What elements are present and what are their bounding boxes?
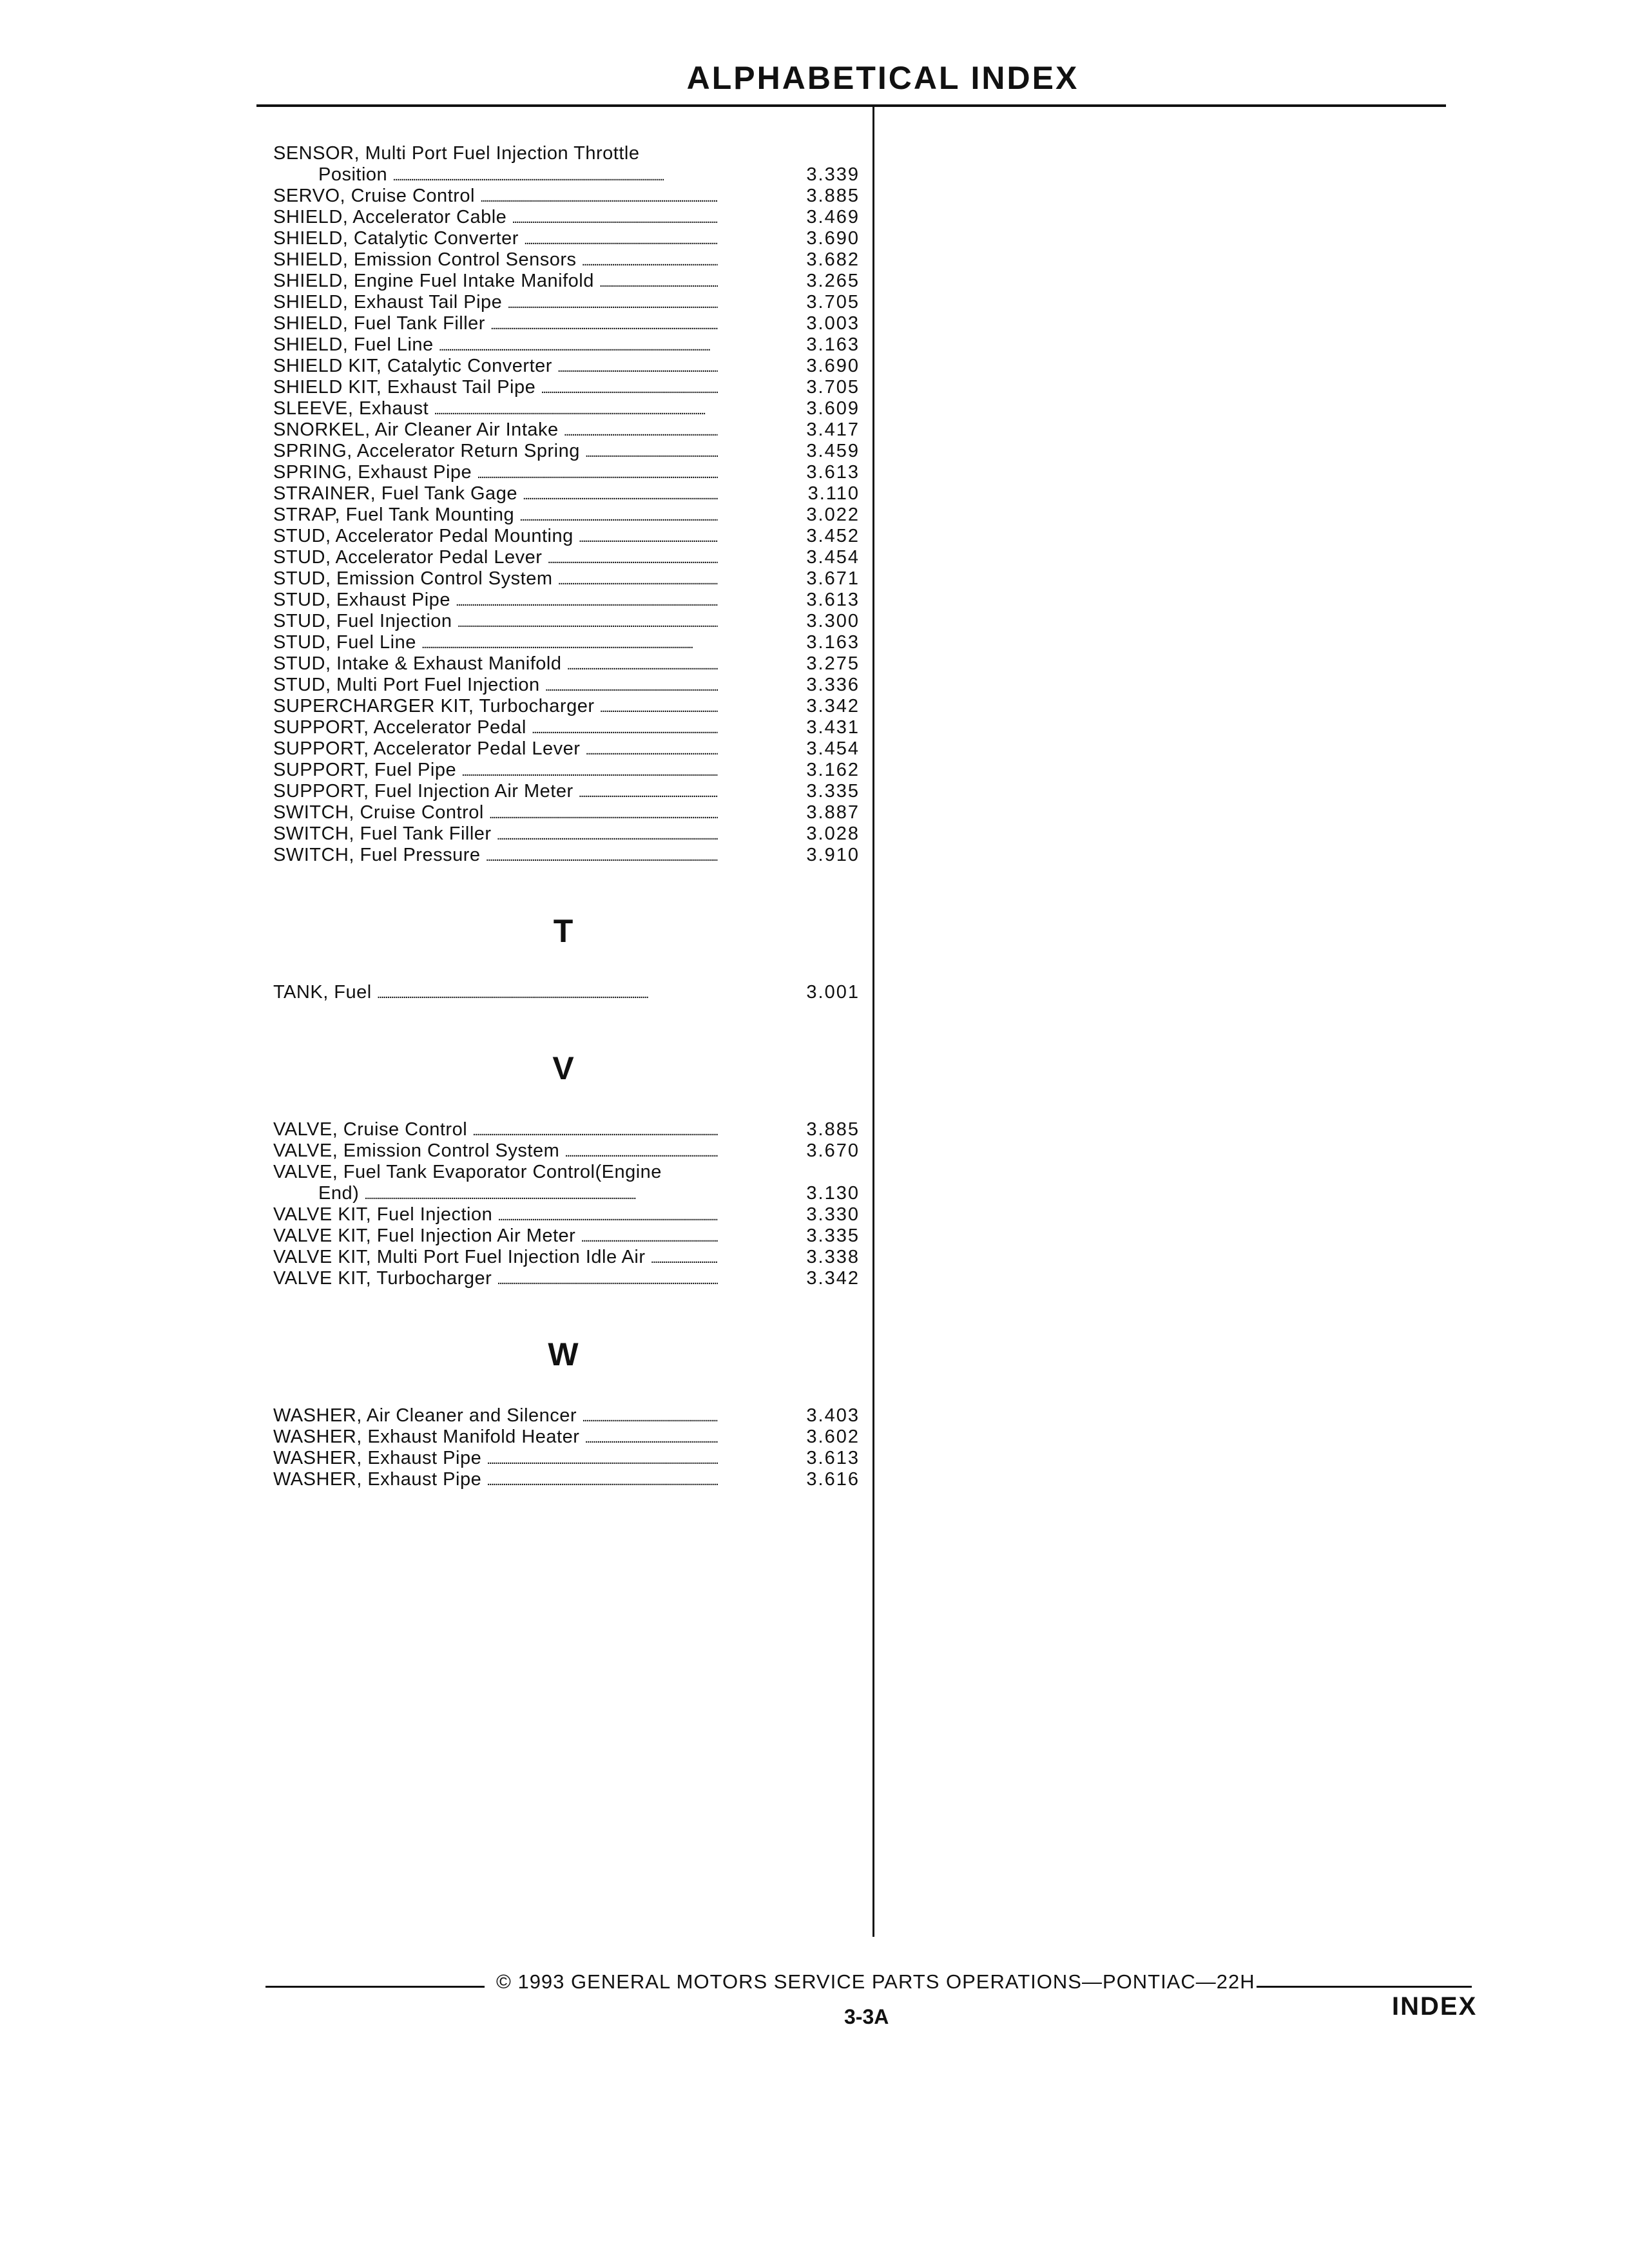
index-entry-page: 3.613 [806, 590, 860, 610]
dot-leader [594, 696, 718, 719]
index-entry-label: VALVE KIT, Fuel Injection [273, 1204, 493, 1225]
index-entry-page: 3.469 [806, 207, 860, 227]
index-entry [273, 1119, 860, 1140]
index-entry-label: SHIELD, Engine Fuel Intake Manifold [273, 271, 594, 291]
dot-leader [416, 632, 718, 655]
index-entry [273, 823, 860, 845]
index-entry-label: SHIELD, Accelerator Cable [273, 207, 507, 227]
index-entry-label: SUPPORT, Accelerator Pedal Lever [273, 738, 581, 759]
index-entry-page: 3.602 [806, 1427, 860, 1447]
page-title: ALPHABETICAL INDEX [686, 60, 1079, 96]
index-entry-label: End) [318, 1183, 360, 1204]
index-entry-page: 3.670 [806, 1140, 860, 1161]
index-entry-page: 3.616 [806, 1469, 860, 1490]
dot-leader [594, 271, 718, 294]
index-entry-page: 3.300 [806, 611, 860, 631]
index-entry-page: 3.342 [806, 696, 860, 716]
dot-leader [472, 462, 718, 485]
dot-leader [580, 441, 718, 464]
index-entry [273, 313, 860, 334]
footer-rule-right [1257, 1986, 1472, 1988]
index-entry-page: 3.459 [806, 441, 860, 461]
index-entry-page: 3.338 [806, 1247, 860, 1267]
section-letter: V [552, 1050, 574, 1086]
dot-leader [502, 292, 718, 315]
index-entry-page: 3.910 [806, 845, 860, 865]
index-entry-label: SWITCH, Cruise Control [273, 802, 484, 823]
index-entry-label: SWITCH, Fuel Pressure [273, 845, 481, 865]
index-entry-label: SPRING, Accelerator Return Spring [273, 441, 580, 461]
footer-copyright: © 1993 GENERAL MOTORS SERVICE PARTS OPERATIONS—PONTIAC—22H [496, 1970, 1255, 1993]
index-entry-label: SHIELD KIT, Catalytic Converter [273, 356, 552, 376]
index-entry-page: 3.163 [806, 632, 860, 653]
index-entry [273, 717, 860, 738]
dot-leader [372, 982, 718, 1005]
index-entry-label: VALVE, Emission Control System [273, 1140, 560, 1161]
index-entry-label: SUPERCHARGER KIT, Turbocharger [273, 696, 595, 716]
index-entry [273, 632, 860, 653]
dot-leader [519, 228, 718, 251]
index-entry-label: WASHER, Exhaust Pipe [273, 1469, 482, 1490]
section-letter: W [548, 1336, 579, 1372]
dot-leader [514, 505, 718, 528]
index-entry [273, 653, 860, 675]
index-entry-heading-line: VALVE, Fuel Tank Evaporator Control(Engine [273, 1162, 662, 1182]
dot-leader [540, 675, 718, 698]
index-entry-page: 3.330 [806, 1204, 860, 1225]
dot-leader [481, 845, 718, 868]
index-entry [273, 547, 860, 568]
dot-leader [387, 164, 718, 187]
index-entry-label: STUD, Accelerator Pedal Lever [273, 547, 543, 568]
dot-leader [475, 186, 718, 209]
index-entry-label: STUD, Fuel Injection [273, 611, 452, 631]
index-entry-page: 3.022 [806, 505, 860, 525]
index-entry-label: VALVE, Cruise Control [273, 1119, 468, 1140]
index-entry [273, 483, 860, 505]
column-divider [872, 107, 874, 1937]
index-entry-label: STRAP, Fuel Tank Mounting [273, 505, 515, 525]
index-entry-label: VALVE KIT, Turbocharger [273, 1268, 492, 1289]
index-entry [273, 1448, 860, 1469]
index-entry [273, 1427, 860, 1448]
index-entry [273, 271, 860, 292]
dot-leader [535, 377, 718, 400]
index-entry-page: 3.417 [806, 419, 860, 440]
index-entry-label: TANK, Fuel [273, 982, 372, 1003]
dot-leader [485, 313, 718, 336]
dot-leader [506, 207, 718, 230]
index-entry [273, 781, 860, 802]
dot-leader [517, 483, 718, 506]
dot-leader [559, 419, 718, 443]
index-entry [273, 760, 860, 781]
dot-leader [574, 526, 718, 549]
index-entry-page: 3.887 [806, 802, 860, 823]
dot-leader [542, 547, 718, 570]
index-entry-page: 3.339 [806, 164, 860, 185]
index-entry-label: Position [318, 164, 388, 185]
index-entry-page: 3.162 [806, 760, 860, 780]
index-entry [273, 186, 860, 207]
index-entry-page: 3.885 [806, 1119, 860, 1140]
dot-leader [456, 760, 718, 783]
index-column [273, 143, 860, 1490]
index-entry-page: 3.431 [806, 717, 860, 738]
index-entry [273, 207, 860, 228]
index-entry-label: SUPPORT, Fuel Injection Air Meter [273, 781, 574, 802]
footer-section-label: INDEX [1392, 1992, 1478, 2021]
index-entry-page: 3.335 [806, 1225, 860, 1246]
index-entry-page: 3.613 [806, 1448, 860, 1468]
index-entry-label: SHIELD, Fuel Tank Filler [273, 313, 485, 334]
index-entry [273, 398, 860, 419]
dot-leader [559, 1140, 718, 1164]
index-entry [273, 845, 860, 866]
index-entry-label: STUD, Accelerator Pedal Mounting [273, 526, 574, 546]
dot-leader [577, 249, 718, 273]
index-entry-page: 3.609 [806, 398, 860, 419]
index-entry-page: 3.671 [806, 568, 860, 589]
index-entry-page: 3.003 [806, 313, 860, 334]
index-entry [273, 1204, 860, 1225]
index-entry-label: SLEEVE, Exhaust [273, 398, 429, 419]
index-entry [273, 802, 860, 823]
dot-leader [452, 611, 718, 634]
index-entry-page: 3.613 [806, 462, 860, 483]
index-entry [273, 334, 860, 356]
dot-leader [481, 1448, 718, 1471]
dot-leader [467, 1119, 718, 1142]
index-entry-page: 3.403 [806, 1405, 860, 1426]
index-entry-label: SUPPORT, Fuel Pipe [273, 760, 457, 780]
dot-leader [481, 1469, 718, 1492]
index-entry-page: 3.130 [806, 1183, 860, 1204]
index-entry [273, 292, 860, 313]
index-entry-page: 3.452 [806, 526, 860, 546]
index-entry-label: SNORKEL, Air Cleaner Air Intake [273, 419, 559, 440]
index-entry [273, 1247, 860, 1268]
index-entry [273, 1268, 860, 1289]
index-entry [273, 696, 860, 717]
dot-leader [553, 568, 718, 591]
index-entry-label: WASHER, Air Cleaner and Silencer [273, 1405, 577, 1426]
index-entry-page: 3.342 [806, 1268, 860, 1289]
index-entry [273, 1225, 860, 1247]
index-entry-label: SERVO, Cruise Control [273, 186, 475, 206]
index-entry-label: WASHER, Exhaust Manifold Heater [273, 1427, 580, 1447]
index-entry-label: SHIELD KIT, Exhaust Tail Pipe [273, 377, 536, 398]
index-entry [273, 249, 860, 271]
index-entry-page: 3.336 [806, 675, 860, 695]
index-entry-heading-line: SENSOR, Multi Port Fuel Injection Throttle [273, 143, 640, 164]
index-entry-label: STUD, Exhaust Pipe [273, 590, 450, 610]
index-entry-page: 3.690 [806, 228, 860, 249]
index-entry [273, 419, 860, 441]
index-entry [273, 1469, 860, 1490]
index-entry-label: WASHER, Exhaust Pipe [273, 1448, 482, 1468]
index-entry-label: SWITCH, Fuel Tank Filler [273, 823, 492, 844]
index-entry-page: 3.110 [807, 483, 860, 504]
index-entry [273, 462, 860, 483]
footer-page-number: 3-3A [844, 2005, 889, 2028]
dot-leader [492, 1268, 718, 1291]
dot-leader [429, 398, 718, 421]
index-entry [273, 568, 860, 590]
dot-leader [580, 738, 718, 762]
index-entry [273, 441, 860, 462]
index-entry-page: 3.275 [806, 653, 860, 674]
dot-leader [577, 1405, 718, 1428]
index-entry [273, 228, 860, 249]
index-entry [273, 611, 860, 632]
index-entry-page: 3.163 [806, 334, 860, 355]
index-entry [273, 377, 860, 398]
index-entry-page: 3.001 [806, 982, 860, 1003]
index-entry-page: 3.885 [806, 186, 860, 206]
index-entry [273, 1183, 860, 1204]
dot-leader [552, 356, 718, 379]
index-entry [273, 675, 860, 696]
index-entry [273, 590, 860, 611]
index-entry-label: STRAINER, Fuel Tank Gage [273, 483, 517, 504]
dot-leader [492, 823, 718, 847]
index-entry-label: SUPPORT, Accelerator Pedal [273, 717, 526, 738]
index-entry [273, 164, 860, 186]
index-entry-label: STUD, Multi Port Fuel Injection [273, 675, 540, 695]
index-entry-page: 3.705 [806, 292, 860, 312]
dot-leader [450, 590, 718, 613]
title-rule [256, 104, 1446, 107]
index-entry [273, 738, 860, 760]
dot-leader [646, 1247, 718, 1270]
index-entry-page: 3.265 [806, 271, 860, 291]
index-entry-label: STUD, Emission Control System [273, 568, 553, 589]
dot-leader [526, 717, 718, 740]
index-entry-label: STUD, Intake & Exhaust Manifold [273, 653, 562, 674]
index-entry [273, 526, 860, 547]
index-entry-label: SHIELD, Exhaust Tail Pipe [273, 292, 503, 312]
dot-leader [561, 653, 718, 677]
index-entry-page: 3.690 [806, 356, 860, 376]
index-entry-page: 3.454 [806, 738, 860, 759]
index-entry-label: SPRING, Exhaust Pipe [273, 462, 472, 483]
dot-leader [575, 1225, 718, 1249]
index-entry-page: 3.705 [806, 377, 860, 398]
dot-leader [579, 1427, 718, 1450]
dot-leader [484, 802, 718, 825]
index-entry [273, 505, 860, 526]
index-entry-label: VALVE KIT, Multi Port Fuel Injection Idle Air [273, 1247, 646, 1267]
index-entry-label: SHIELD, Fuel Line [273, 334, 434, 355]
section-letter: T [553, 913, 574, 949]
dot-leader [359, 1183, 718, 1206]
index-entry [273, 356, 860, 377]
index-entry-label: STUD, Fuel Line [273, 632, 416, 653]
index-entry-page: 3.682 [806, 249, 860, 270]
index-entry [273, 1405, 860, 1427]
index-entry-page: 3.335 [806, 781, 860, 802]
index-entry-page: 3.454 [806, 547, 860, 568]
index-entry [273, 1140, 860, 1162]
dot-leader [492, 1204, 718, 1227]
dot-leader [574, 781, 718, 804]
index-entry-label: VALVE KIT, Fuel Injection Air Meter [273, 1225, 576, 1246]
index-entry-page: 3.028 [806, 823, 860, 844]
index-entry-label: SHIELD, Catalytic Converter [273, 228, 519, 249]
footer-rule-left [265, 1986, 485, 1988]
index-entry-label: SHIELD, Emission Control Sensors [273, 249, 577, 270]
dot-leader [434, 334, 718, 358]
index-entry [273, 982, 860, 1003]
